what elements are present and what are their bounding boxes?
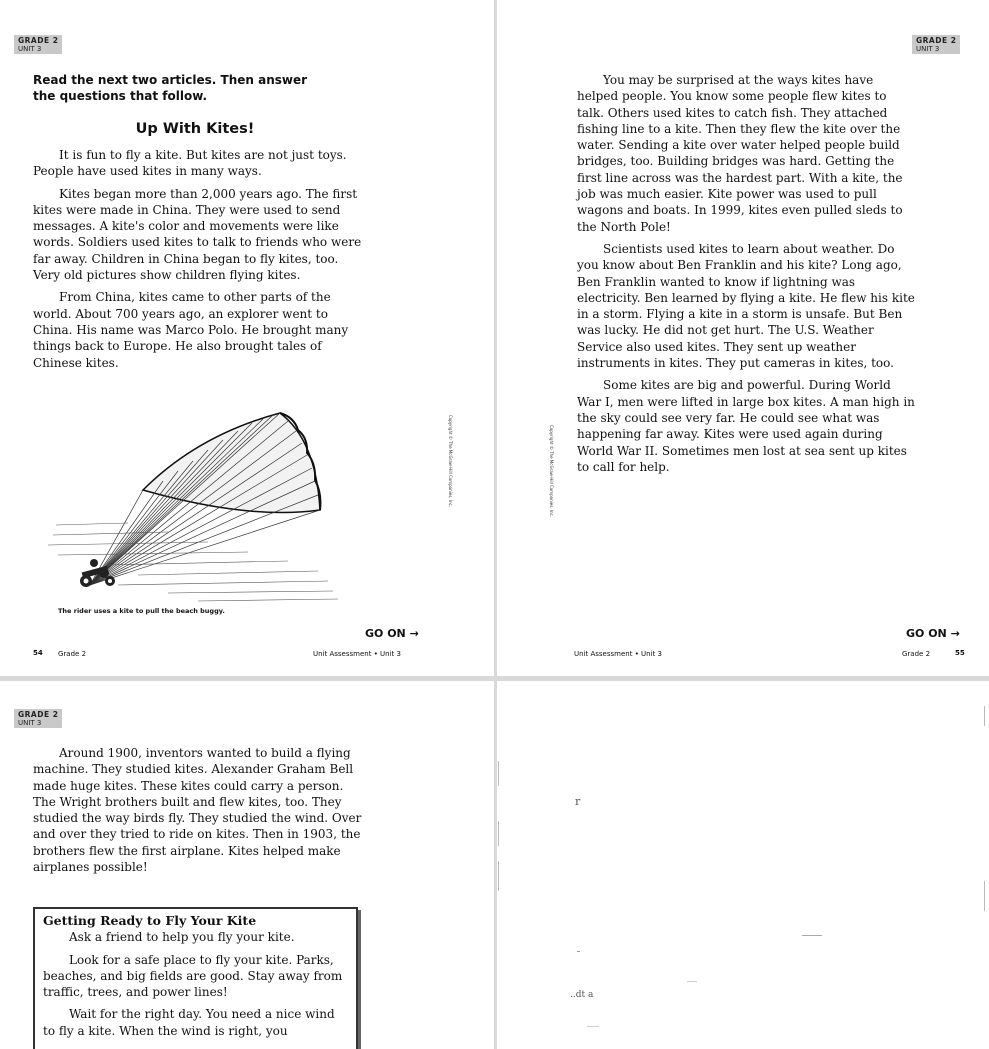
scan-speck [577, 951, 580, 952]
paragraph: Scientists used kites to learn about weather. Do you know about Ben Franklin and his kite? Long ago, Ben Franklin wanted to know if lightning was electricity. Ben learned by flying a kite. He flew his kite in a storm. Flying a kite in a storm is unsafe. But Ben was lucky. He did not get hurt. The U.S. Weather Service also used kites. They sent up weather instruments in kites. They put cameras in kites, too. [577, 241, 915, 371]
article-body [33, 147, 363, 377]
scan-mark: ..dt a [570, 990, 594, 1000]
go-on-label: GO ON → [906, 627, 960, 640]
scan-line [984, 881, 985, 911]
tip-paragraph: Look for a safe place to fly your kite. Parks, beaches, and big fields are good. Stay away from traffic, trees, and power lines! [43, 952, 343, 1000]
instructions: Read the next two articles. Then answer the questions that follow. [33, 73, 308, 103]
kite-buggy-illustration [48, 405, 348, 605]
assessment-footer: Unit Assessment • Unit 3 [574, 650, 662, 658]
copyright-notice: Copyright © The McGraw-Hill Companies, Inc. [448, 415, 453, 508]
tips-box [33, 907, 358, 1049]
scan-mark: r [575, 795, 581, 808]
image-caption: The rider uses a kite to pull the beach buggy. [58, 607, 225, 615]
grade-label: GRADE 2 [18, 36, 59, 45]
scan-line [498, 861, 499, 891]
tip-paragraph: Wait for the right day. You need a nice wind to fly a kite. When the wind is right, you [43, 1007, 335, 1038]
scan-line [984, 706, 985, 726]
tips-title: Getting Ready to Fly Your Kite [43, 913, 257, 928]
scan-speck [587, 1026, 599, 1027]
article-title: Up With Kites! [135, 121, 255, 137]
grade-label: GRADE 2 [916, 36, 957, 45]
paragraph: Around 1900, inventors wanted to build a flying machine. They studied kites. Alexander Graham Bell made huge kites. These kites could carry a person. The Wright brothers built and flew kites, too. They studied the way birds fly. They studied the wind. Over and over they tried to ride on kites. Then in 1903, the brothers flew the first airplane. Kites helped make airplanes possible! [33, 746, 362, 875]
go-on-label: GO ON → [365, 627, 419, 640]
article-body [577, 72, 915, 481]
paragraph: From China, kites came to other parts of the world. About 700 years ago, an explorer went to China. His name was Marco Polo. He brought many things back to Europe. He also brought tales of Chinese kites. [33, 290, 349, 370]
scan-speck [687, 981, 697, 982]
page-57 [497, 681, 989, 1049]
article-body [33, 745, 363, 881]
paragraph: It is fun to fly a kite. But kites are not just toys. People have used kites in many ways. [33, 148, 347, 179]
copyright-notice: Copyright © The McGraw-Hill Companies, Inc. [549, 425, 554, 518]
grade-tab [14, 35, 62, 54]
scan-speck [802, 935, 822, 936]
assessment-footer: Unit Assessment • Unit 3 [313, 650, 401, 658]
unit-label: UNIT 3 [18, 719, 42, 727]
paragraph: You may be surprised at the ways kites have helped people. You know some people flew kites to talk. Others used kites to catch fish. They attached fishing line to a kite. Then they flew the kite over the water. Sending a kite over water helped people build bridges, too. Building bridges was hard. Getting the first line across was the hardest part. With a kite, the job was much easier. Kite power was used to pull wagons and boats. In 1999, kites even pulled sleds to the North Pole! [577, 73, 903, 234]
tip-paragraph: Ask a friend to help you fly your kite. [69, 930, 295, 945]
grade-tab [14, 709, 62, 728]
grade-tab [912, 35, 960, 54]
page-55 [497, 0, 989, 676]
grade-footer: Grade 2 [58, 650, 87, 658]
page-number: 54 [33, 649, 43, 657]
scan-line [498, 761, 499, 786]
paragraph: Kites began more than 2,000 years ago. The first kites were made in China. They were used to send messages. A kite's color and movements were like words. Soldiers used kites to talk to friends who were far away. Children in China began to fly kites, too. Very old pictures show children flying kites. [33, 186, 362, 283]
scan-line [498, 821, 499, 846]
paragraph: Some kites are big and powerful. During World War I, men were lifted in large box kites. A man high in the sky could see very far. He could see what was happening far away. Kites were used again during World War II. Sometimes men lost at sea sent up kites to call for help. [577, 378, 915, 474]
page-56 [0, 681, 494, 1049]
unit-label: UNIT 3 [916, 45, 940, 53]
grade-footer: Grade 2 [902, 650, 931, 658]
grade-label: GRADE 2 [18, 710, 59, 719]
unit-label: UNIT 3 [18, 45, 42, 53]
page-54 [0, 0, 494, 676]
page-number: 55 [955, 649, 965, 657]
